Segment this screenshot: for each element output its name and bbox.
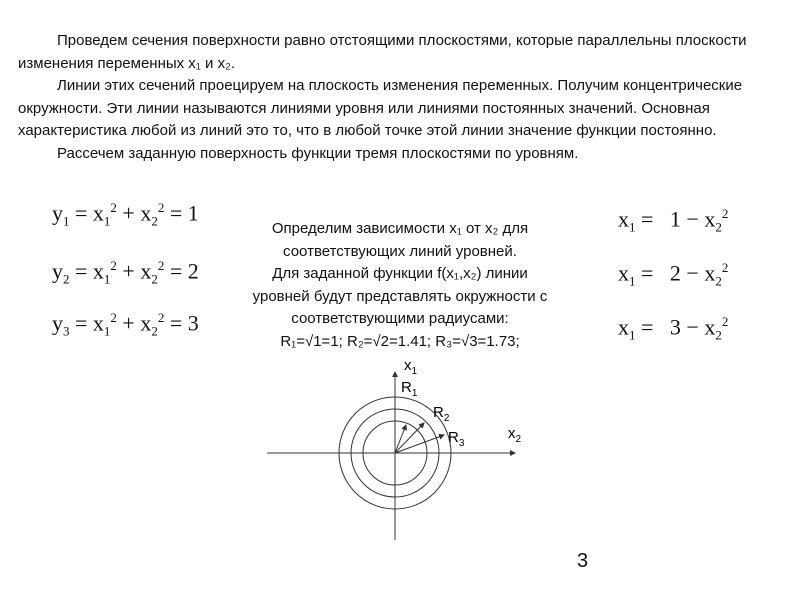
paragraph: Рассечем заданную поверхность функции тремя плоскостями по уровням. xyxy=(57,144,579,162)
page-number: 3 xyxy=(577,550,589,572)
x1-axis-label: $x_1$ xyxy=(404,357,418,377)
equation-x1-level3: $x_1 = 3 - x_2^2$ xyxy=(618,314,729,343)
text-line: соответствующими радиусами: xyxy=(291,310,509,327)
equation-x1-level2: $x_1 = 2 - x_2^2$ xyxy=(618,260,729,289)
radii-values: R₁=√1=1; R₂=√2=1.41; R₃=√3=1.73; xyxy=(280,332,520,350)
x2-axis-label: $x_2$ xyxy=(508,425,522,445)
r1-label: $R_1$ xyxy=(401,379,418,399)
text-line: Определим зависимости x₁ от x₂ для xyxy=(271,220,529,237)
r2-label: $R_2$ xyxy=(433,404,450,424)
equation-x1-level1: $x_1 = 1 - x_2^2$ xyxy=(618,206,729,235)
equation-y2: $y_2 = x_1^2 + x_2^2 = 2$ xyxy=(52,258,199,287)
radius-r3-arrow xyxy=(395,435,444,453)
radius-r2-arrow xyxy=(395,423,424,453)
radius-r1-arrow xyxy=(395,425,406,453)
text-line: уровней будут представлять окружности с xyxy=(252,287,548,305)
paragraph: Проведем сечения поверхности равно отстоящими плоскостями, которые параллельны плоскости изменения переменных x₁ и x₂. xyxy=(18,32,747,72)
text-line: соответствующих линий уровней. xyxy=(283,242,517,260)
r3-label: $R_3$ xyxy=(448,429,465,449)
text-line: Для заданной функции f(x₁,x₂) линии xyxy=(272,265,528,282)
equation-y1: $y_1 = x_1^2 + x_2^2 = 1$ xyxy=(52,200,199,229)
equation-y3: $y_3 = x_1^2 + x_2^2 = 3$ xyxy=(52,310,199,339)
paragraph: Линии этих сечений проецируем на плоскость изменения переменных. Получим концентрические окружности. Эти линии называются линиями уровня или линиями постоянных значений. Основная характеристика любой из линий это то, что в любой точке этой линии значение функции постоянно. xyxy=(18,77,743,139)
